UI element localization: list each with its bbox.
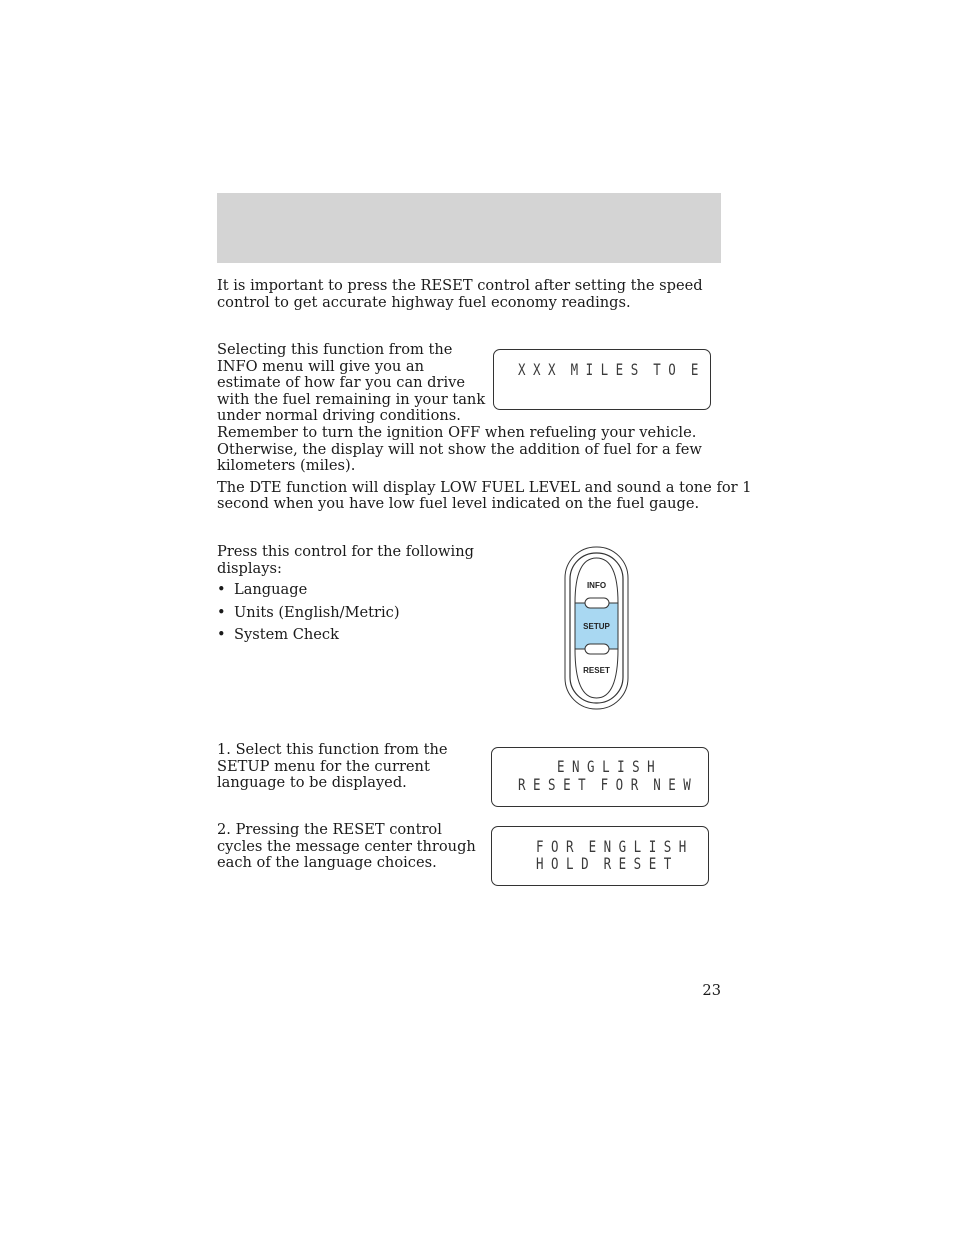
- dte-low-fuel-line-2: second when you have low fuel level indicated on the fuel gauge.: [217, 495, 700, 513]
- dte-refuel-line-1: Remember to turn the ignition OFF when refueling your vehicle.: [217, 424, 697, 441]
- dte-intro-line-2: INFO menu will give you an: [217, 357, 425, 375]
- reset-note-line-2: control to get accurate highway fuel economy readings.: [217, 293, 631, 311]
- setup-displays-list: [217, 582, 400, 650]
- english-hold-line-1: F O R E N G L I S H: [536, 837, 687, 856]
- dte-intro-line-4: with the fuel remaining in your tank: [217, 390, 486, 408]
- list-item: • Language: [217, 582, 400, 605]
- english-reset-line-1: E N G L I S H: [557, 757, 655, 776]
- setup-intro-line-1: Press this control for the following: [217, 543, 474, 560]
- dte-refuel-line-2: Otherwise, the display will not show the addition of fuel for a few: [217, 440, 702, 458]
- info-setup-reset-control: [564, 546, 630, 712]
- english-hold-line-2: H O L D R E S E T: [536, 854, 672, 873]
- upper-divider-pill: [585, 598, 609, 608]
- section-header-band: [217, 193, 721, 263]
- dte-intro-line-5: under normal driving conditions.: [217, 407, 461, 425]
- language-step1-line-2: SETUP menu for the current: [217, 757, 430, 775]
- setup-button-label: SETUP: [583, 622, 610, 631]
- language-step1-line-3: language to be displayed.: [217, 774, 407, 792]
- setup-intro-line-2: displays:: [217, 559, 282, 577]
- dte-display-line-1: X X X M I L E S T O E: [518, 360, 699, 379]
- lower-divider-pill: [585, 644, 609, 654]
- language-step2-line-2: cycles the message center through: [217, 837, 476, 855]
- dte-display: [493, 349, 711, 410]
- info-button-label: INFO: [586, 581, 607, 590]
- english-reset-display: [491, 747, 709, 807]
- dte-refuel-line-3: kilometers (miles).: [217, 457, 356, 475]
- language-step1-line-1: 1. Select this function from the: [217, 741, 448, 758]
- english-hold-display: [491, 826, 709, 886]
- language-step2-line-1: 2. Pressing the RESET control: [217, 821, 442, 838]
- dte-intro-line-3: estimate of how far you can drive: [217, 374, 466, 392]
- dte-low-fuel-line-1: The DTE function will display LOW FUEL LEVEL and sound a tone for 1: [217, 478, 752, 496]
- reset-button-label: RESET: [583, 666, 610, 675]
- dte-intro-line-1: Selecting this function from the: [217, 341, 453, 358]
- language-step2-line-3: each of the language choices.: [217, 854, 437, 872]
- list-item: • Units (English/Metric): [217, 605, 400, 628]
- english-reset-line-2: R E S E T F O R N E W: [518, 775, 691, 794]
- page-number: 23: [702, 982, 721, 999]
- list-item: • System Check: [217, 627, 400, 650]
- reset-note-line-1: It is important to press the RESET control after setting the speed: [217, 277, 703, 294]
